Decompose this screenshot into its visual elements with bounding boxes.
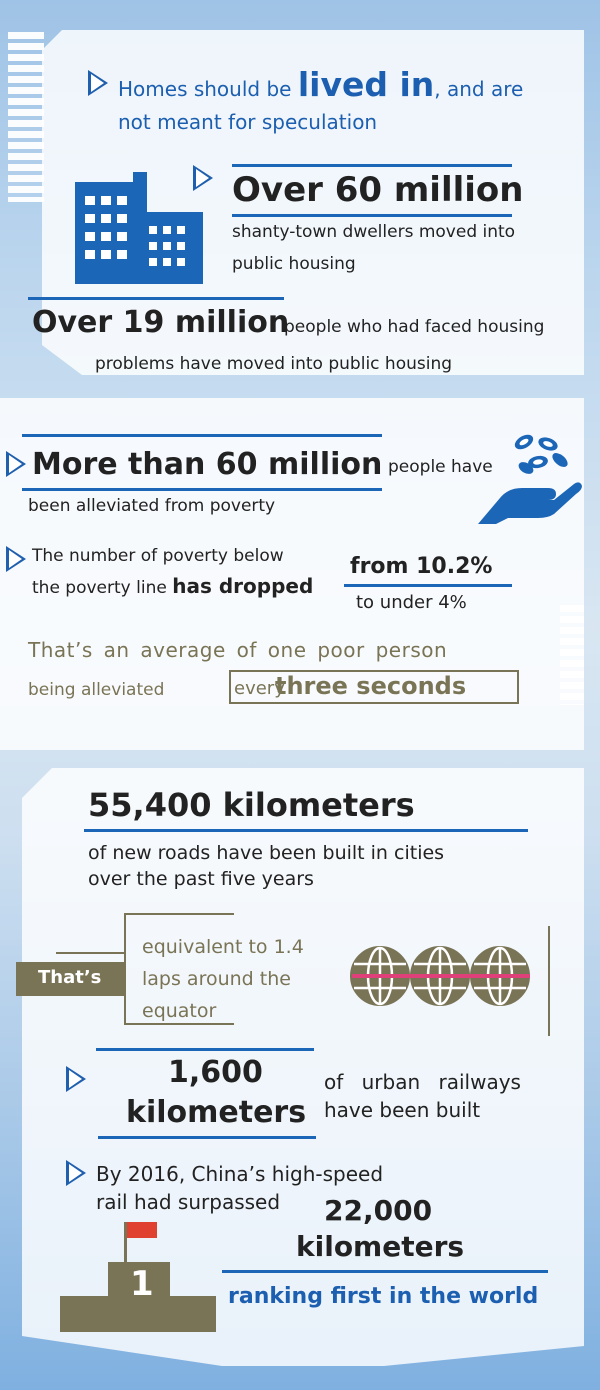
shanty-stat-line2: public housing	[232, 254, 356, 274]
ranking-text: ranking first in the world	[228, 1284, 539, 1309]
divider	[22, 434, 382, 437]
divider	[232, 214, 512, 217]
housing-slogan-line1: Homes should be lived in, and are	[118, 65, 524, 104]
housing-slogan-line2: not meant for speculation	[118, 110, 378, 134]
divider	[28, 297, 284, 300]
housing-problem-stat-line1: people who had faced housing	[284, 317, 545, 337]
urban-rail-line1: of urban railways	[324, 1070, 521, 1094]
poverty-rate-from: from 10.2%	[350, 554, 493, 579]
urban-rail-line2: have been built	[324, 1098, 481, 1122]
bracket-line	[124, 913, 126, 1025]
poverty-drop-line1: The number of poverty below	[32, 546, 284, 566]
roads-stat-value: 55,400 kilometers	[88, 786, 415, 824]
building-icon	[75, 172, 203, 284]
shanty-stat-line1: shanty-town dwellers moved into	[232, 222, 516, 242]
poverty-rate-to: to under 4%	[356, 592, 467, 613]
podium-flag	[127, 1222, 157, 1238]
roads-stat-line1: of new roads have been built in cities	[88, 842, 445, 864]
shanty-stat-value: Over 60 million	[232, 170, 524, 210]
arrow-icon-inner	[196, 169, 209, 187]
high-speed-value: 22,000	[324, 1194, 433, 1227]
equator-line2: laps around the	[142, 968, 291, 990]
divider	[222, 1270, 548, 1273]
urban-rail-unit: kilometers	[126, 1095, 307, 1130]
thats-label: That’s	[38, 967, 102, 988]
podium-number: 1	[130, 1264, 154, 1304]
bracket-line	[124, 1023, 234, 1025]
average-three-seconds: three seconds	[275, 672, 467, 700]
equator-line3: equator	[142, 1000, 217, 1022]
divider	[96, 1048, 314, 1051]
decorative-stripes	[8, 32, 44, 202]
divider	[232, 164, 512, 167]
arrow-icon-inner	[9, 550, 22, 568]
divider	[84, 829, 528, 832]
arrow-icon-inner	[91, 74, 104, 92]
bracket-line	[124, 913, 234, 915]
roads-stat-line2: over the past five years	[88, 868, 314, 890]
high-speed-line2: rail had surpassed	[96, 1190, 281, 1214]
bracket-line	[56, 952, 126, 954]
arrow-icon-inner	[9, 455, 22, 473]
bracket-line	[548, 926, 550, 1036]
divider	[98, 1136, 316, 1139]
arrow-icon-inner	[69, 1164, 82, 1182]
housing-problem-stat-line2: problems have moved into public housing	[95, 354, 453, 374]
arrow-icon-inner	[69, 1070, 82, 1088]
equator-line1: equivalent to 1.4	[142, 936, 304, 958]
divider	[22, 488, 382, 491]
hand-coins-icon	[478, 430, 582, 524]
poverty-stat-value: More than 60 million	[32, 447, 383, 482]
globes-icon	[350, 944, 532, 1008]
high-speed-unit: kilometers	[296, 1230, 465, 1263]
poverty-stat-line2: been alleviated from poverty	[28, 496, 276, 516]
housing-problem-stat-value: Over 19 million	[32, 305, 290, 340]
average-every: every	[234, 678, 285, 699]
poverty-stat-after: people have	[388, 457, 493, 477]
high-speed-line1: By 2016, China’s high-speed	[96, 1162, 384, 1186]
divider	[344, 584, 512, 587]
average-line1: That’s an average of one poor person	[28, 638, 448, 662]
average-line2: being alleviated	[28, 680, 165, 700]
poverty-drop-line2: the poverty line has dropped	[32, 574, 314, 598]
urban-rail-value: 1,600	[168, 1055, 263, 1090]
